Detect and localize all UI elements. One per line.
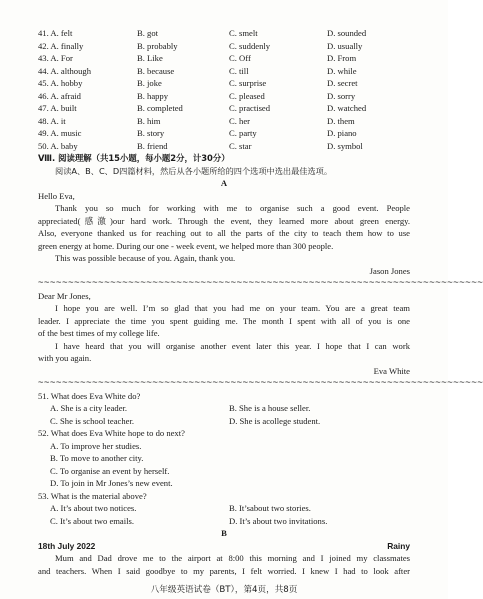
cloze-row-50 [38, 140, 410, 153]
letter2-line: I have heard that you will organise another event later this year. I hope that I can work [55, 340, 410, 351]
page-footer: 八年级英语试卷（BT），第4页，共8页 [150, 585, 298, 595]
letter1-closing: This was possible because of you. Again, thank you. [55, 253, 236, 263]
question-53-option-a: A. It’s about two notices. [50, 503, 137, 513]
letter2-salutation: Dear Mr Jones, [38, 290, 91, 301]
option-a: 50. A. baby [38, 140, 78, 151]
diary-date: 18th July 2022 [38, 540, 96, 551]
cloze-row-43 [38, 52, 410, 65]
option-d: D. while [327, 65, 357, 76]
option-b: B. completed [137, 103, 183, 113]
option-c: C. surprise [229, 78, 267, 88]
option-c: C. Off [229, 53, 251, 63]
option-c: C. till [229, 65, 249, 76]
option-d: D. From [327, 53, 357, 63]
option-a: 47. A. built [38, 103, 77, 113]
wavy-separator: ~~~~~~~~~~~~~~~~~~~~~~~~~~~~~~~~~~~~~~~~~~~~~~~~~~~~~~~~~~~~~~~~~~~~~~~~~~ [38, 378, 483, 388]
question-51-option-a: A. She is a city leader. [50, 403, 128, 413]
option-b: B. friend [137, 140, 168, 151]
cloze-row-41 [38, 27, 410, 40]
option-d: D. piano [327, 128, 357, 138]
option-a: 44. A. although [38, 65, 91, 76]
cloze-row-47 [38, 102, 410, 115]
option-d: D. watched [327, 103, 367, 113]
question-53-option-b: B. It’sabout two stories. [229, 503, 311, 513]
letter2-line: leader. I appreciate the time you spent guiding me. The month I spent with all of you is one [38, 315, 410, 326]
option-a: 42. A. finally [38, 40, 84, 51]
question-51-option-d: D. She is acollege student. [229, 415, 321, 426]
option-d: D. usually [327, 40, 363, 51]
letter1-signature: Jason Jones [369, 265, 410, 276]
diary-line: Mum and Dad drove me to the airport at 8:00 this morning and I joined my classmates [55, 553, 410, 563]
question-51-options-row [38, 415, 410, 428]
passage-b-label: B [221, 528, 227, 538]
question-51-stem: 51. What does Eva White do? [38, 390, 141, 401]
question-53-stem: 53. What is the material above? [38, 490, 147, 501]
option-d: D. sounded [327, 28, 367, 38]
letter2-line: I hope you are well. I’m so glad that you had me on your team. You are a great team [55, 303, 410, 313]
option-c: C. smelt [229, 28, 258, 38]
letter1-line: Also, everyone thanked us for reaching out to all the parts of the city to teach them how to use [38, 228, 410, 238]
diary-line: and teachers. When I said goodbye to my parents, I felt worried. I knew I had to look after [38, 565, 410, 576]
cloze-options [38, 27, 410, 152]
question-51-option-b: B. She is a house seller. [229, 403, 311, 413]
option-c: C. party [229, 128, 257, 138]
option-a: 48. A. it [38, 115, 66, 126]
letter2-signature: Eva White [373, 365, 410, 376]
letter1-line: Thank you so much for working with me to organise such a good event. People [55, 203, 410, 213]
option-d: D. secret [327, 78, 358, 88]
option-b: B. joke [137, 78, 162, 88]
option-b: B. him [137, 115, 161, 126]
letter2-line: of the best times of my college life. [38, 328, 160, 338]
letter1-salutation: Hello Eva, [38, 190, 75, 201]
section-instructions: 阅读A、B、C、D四篇材料，然后从各小题所给的四个选项中选出最佳选项。 [55, 165, 333, 176]
section-heading: Ⅷ. 阅读理解（共15小题，每小题2分，计30分） [38, 153, 230, 163]
letter1-line: green energy at home. During our one - week event, we helped more than 300 people. [38, 240, 334, 251]
question-52-option-c: C. To organise an event by herself. [50, 465, 170, 476]
option-c: C. pleased [229, 90, 265, 101]
option-a: 43. A. For [38, 53, 73, 63]
option-a: 46. A. afraid [38, 90, 81, 101]
cloze-row-44 [38, 65, 410, 78]
question-53-options-row [38, 502, 410, 515]
option-a: 49. A. music [38, 128, 82, 138]
option-c: C. star [229, 140, 252, 151]
cloze-row-48 [38, 115, 410, 128]
option-b: B. Like [137, 53, 163, 63]
wavy-separator: ~~~~~~~~~~~~~~~~~~~~~~~~~~~~~~~~~~~~~~~~~~~~~~~~~~~~~~~~~~~~~~~~~~~~~~~~~~ [38, 278, 483, 288]
option-d: D. symbol [327, 140, 363, 151]
option-c: C. practised [229, 103, 271, 113]
question-51-options-row [38, 402, 410, 415]
option-b: B. because [137, 65, 175, 76]
cloze-row-45 [38, 77, 410, 90]
question-51-option-c: C. She is school teacher. [50, 415, 135, 426]
cloze-row-46 [38, 90, 410, 103]
question-52-stem: 52. What does Eva White hope to do next? [38, 428, 185, 438]
option-b: B. story [137, 128, 165, 138]
option-d: D. sorry [327, 90, 356, 101]
option-d: D. them [327, 115, 355, 126]
question-52-option-b: B. To move to another city. [50, 453, 144, 463]
option-b: B. got [137, 28, 159, 38]
letter1-line: appreciated(感激)our hard work. Through the event, they learned more about green energy. [38, 215, 410, 226]
question-53-option-d: D. It’s about two invitations. [229, 515, 328, 526]
question-53-option-c: C. It’s about two emails. [50, 515, 135, 526]
diary-header [38, 540, 410, 553]
question-52-option-d: D. To join in Mr Jones’s new event. [50, 478, 173, 488]
cloze-row-49 [38, 127, 410, 140]
option-c: C. suddenly [229, 40, 271, 51]
question-53-options-row [38, 515, 410, 528]
option-a: 45. A. hobby [38, 78, 83, 88]
diary-weather: Rainy [387, 540, 410, 551]
letter2-line: with you again. [38, 353, 92, 363]
option-b: B. probably [137, 40, 178, 51]
question-52-option-a: A. To improve her studies. [50, 440, 142, 451]
option-c: C. her [229, 115, 251, 126]
passage-a-label: A [220, 178, 228, 188]
cloze-row-42 [38, 40, 410, 53]
option-a: 41. A. felt [38, 28, 73, 38]
option-b: B. happy [137, 90, 169, 101]
